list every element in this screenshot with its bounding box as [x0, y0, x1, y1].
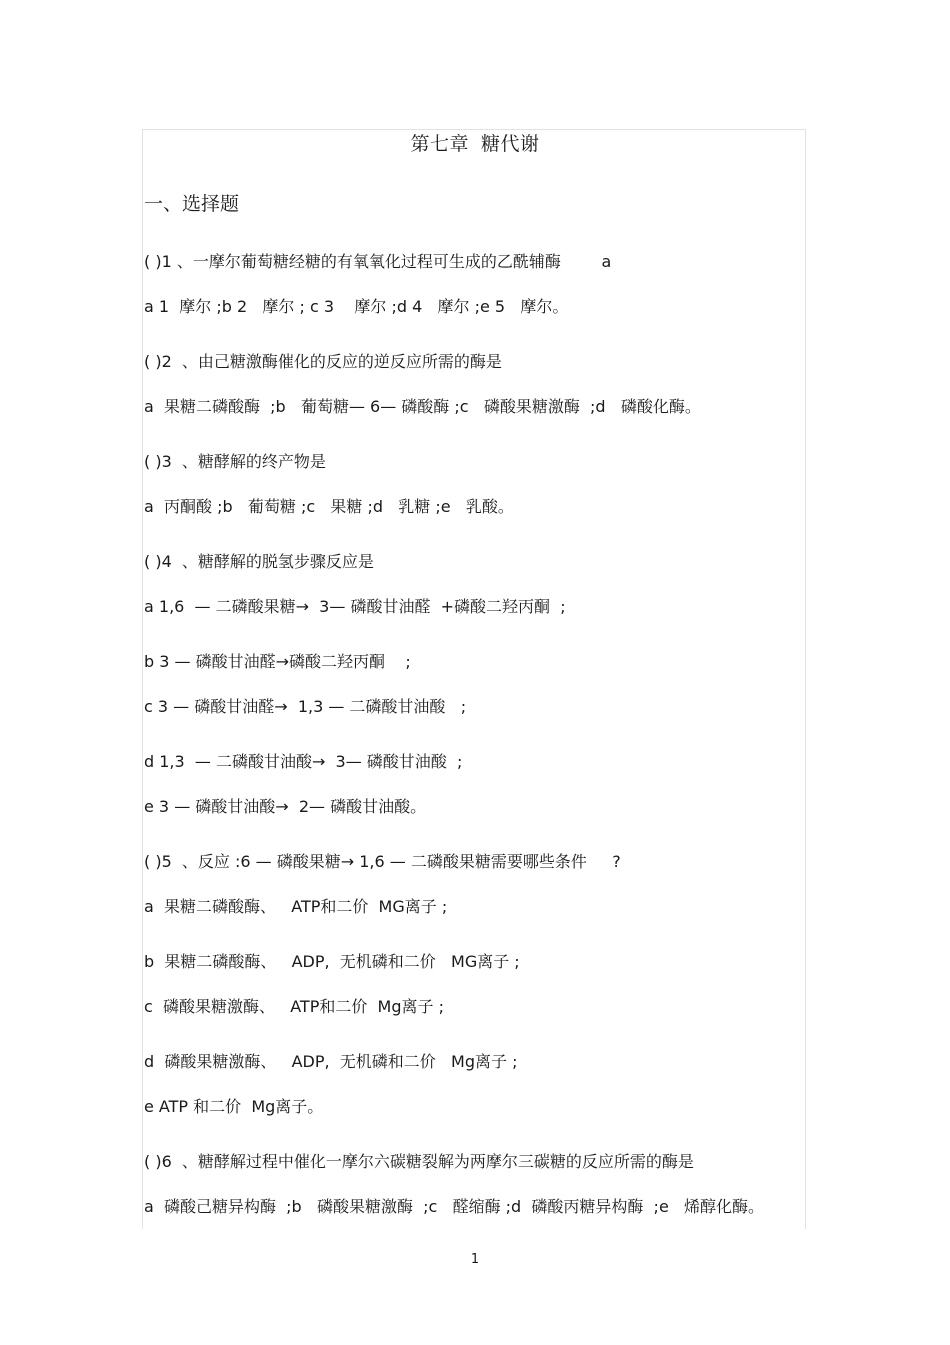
question-1: ( )1 、一摩尔葡萄糖经糖的有氧氧化过程可生成的乙酰辅酶 a: [144, 252, 612, 271]
chapter-number: 第七章: [410, 133, 469, 155]
question-2: ( )2 、由己糖激酶催化的反应的逆反应所需的酶是: [144, 352, 502, 371]
question-4: ( )4 、糖酵解的脱氢步骤反应是: [144, 552, 374, 571]
question-3-options: a 丙酮酸 ;b 葡萄糖 ;c 果糖 ;d 乳糖 ;e 乳酸。: [144, 497, 514, 516]
question-5-option-c: c 磷酸果糖激酶、 ATP和二价 Mg离子 ;: [144, 997, 444, 1016]
chapter-title: [0, 129, 950, 156]
question-4-option-e: e 3 — 磷酸甘油酸→ 2— 磷酸甘油酸。: [144, 797, 427, 816]
question-4-option-b: b 3 — 磷酸甘油醛→磷酸二羟丙酮 ;: [144, 652, 411, 671]
question-5-option-a: a 果糖二磷酸酶、 ATP和二价 MG离子 ;: [144, 897, 448, 916]
question-3: ( )3 、糖酵解的终产物是: [144, 452, 326, 471]
question-4-option-d: d 1,3 — 二磷酸甘油酸→ 3— 磷酸甘油酸 ;: [144, 752, 463, 771]
question-6-options: a 磷酸己糖异构酶 ;b 磷酸果糖激酶 ;c 醛缩酶 ;d 磷酸丙糖异构酶 ;e 烯醇化酶。: [144, 1197, 765, 1216]
question-2-options: a 果糖二磷酸酶 ;b 葡萄糖— 6— 磷酸酶 ;c 磷酸果糖激酶 ;d 磷酸化酶。: [144, 397, 701, 416]
question-1-options: a 1 摩尔 ;b 2 摩尔 ; c 3 摩尔 ;d 4 摩尔 ;e 5 摩尔。: [144, 297, 569, 316]
question-5-option-d: d 磷酸果糖激酶、 ADP, 无机磷和二价 Mg离子 ;: [144, 1052, 518, 1071]
section-heading: 一、选择题: [144, 193, 240, 215]
chapter-name: 糖代谢: [481, 133, 540, 155]
question-4-option-c: c 3 — 磷酸甘油醛→ 1,3 — 二磷酸甘油酸 ;: [144, 697, 467, 716]
page-number: 1: [470, 1252, 480, 1267]
question-4-option-a: a 1,6 — 二磷酸果糖→ 3— 磷酸甘油醛 +磷酸二羟丙酮 ;: [144, 597, 566, 616]
question-5-option-e: e ATP 和二价 Mg离子。: [144, 1097, 324, 1116]
question-6: ( )6 、糖酵解过程中催化一摩尔六碳糖裂解为两摩尔三碳糖的反应所需的酶是: [144, 1152, 694, 1171]
question-5-option-b: b 果糖二磷酸酶、 ADP, 无机磷和二价 MG离子 ;: [144, 952, 520, 971]
question-5: ( )5 、反应 :6 — 磷酸果糖→ 1,6 — 二磷酸果糖需要哪些条件 ?: [144, 852, 621, 871]
